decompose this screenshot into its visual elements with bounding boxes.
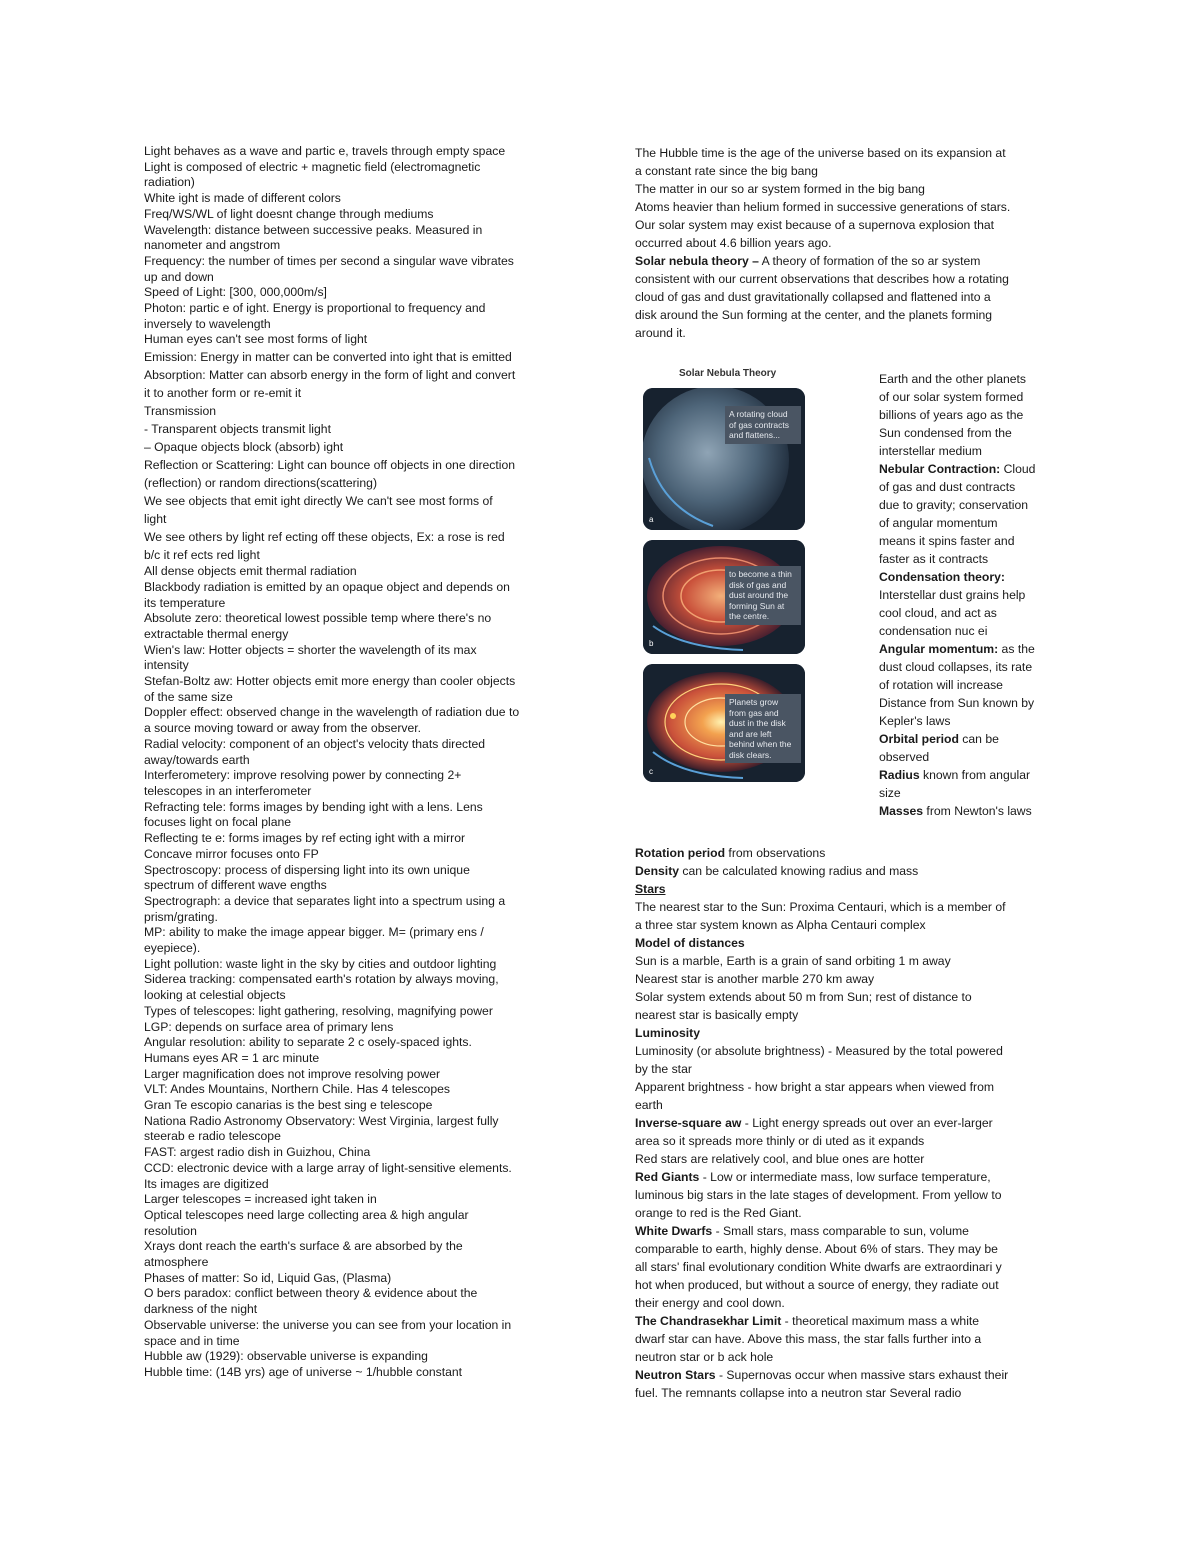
note-line: Refracting tele: forms images by bending ight with a lens. Lens bbox=[144, 799, 483, 814]
note-line: of rotation will increase bbox=[879, 678, 1003, 692]
note-line: extractable thermal energy bbox=[144, 626, 289, 641]
note-line: Our solar system may exist because of a supernova explosion that bbox=[635, 218, 995, 232]
note-line: size bbox=[879, 786, 901, 800]
solar-nebula-figure-section bbox=[635, 368, 1060, 844]
note-line: (reflection) or random directions(scattering) bbox=[144, 476, 378, 491]
note-line: Nearest star is another marble 270 km away bbox=[635, 972, 875, 986]
note-line: billions of years ago as the bbox=[879, 408, 1024, 422]
note-line: luminous big stars in the late stages of development. From yellow to bbox=[635, 1188, 1002, 1202]
note-line: earth bbox=[635, 1098, 663, 1112]
note-line: intensity bbox=[144, 658, 189, 673]
note-line: Hubble time: (14B yrs) age of universe ~ 1/hubble constant bbox=[144, 1365, 463, 1379]
panel-a-caption: A rotating cloud of gas contracts and flattens... bbox=[725, 406, 801, 444]
note-line: We see objects that emit ight directly We can't see most forms of bbox=[144, 494, 493, 509]
note-line: up and down bbox=[144, 269, 214, 284]
note-line: Absorption: Matter can absorb energy in the form of light and convert bbox=[144, 368, 516, 383]
note-line: Speed of Light: [300, 000,000m/s] bbox=[144, 285, 327, 300]
note-line: – Opaque objects block (absorb) ight bbox=[144, 440, 344, 455]
note-line: Larger magnification does not improve resolving power bbox=[144, 1066, 441, 1081]
right-notes-column bbox=[635, 144, 1060, 1402]
note-line: Sun is a marble, Earth is a grain of sand orbiting 1 m away bbox=[635, 954, 951, 968]
solar-nebula-definition-line: around it. bbox=[635, 326, 686, 340]
model-of-distances-heading: Model of distances bbox=[635, 936, 745, 950]
note-line: VLT: Andes Mountains, Northern Chile. Has 4 telescopes bbox=[144, 1082, 450, 1097]
note-line: their energy and cool down. bbox=[635, 1296, 785, 1310]
figure-panel-b bbox=[643, 540, 805, 654]
note-line: Sun condensed from the bbox=[879, 426, 1012, 440]
note-line: We see others by light ref ecting off these objects, Ex: a rose is red bbox=[144, 530, 505, 545]
note-line: The Hubble time is the age of the universe based on its expansion at bbox=[635, 146, 1006, 160]
figure-panel-c bbox=[643, 664, 805, 782]
note-line: hot when produced, but without a source of energy, they radiate out bbox=[635, 1278, 999, 1292]
note-line: Wavelength: distance between successive peaks. Measured in bbox=[144, 222, 483, 237]
note-line: b/c it ref ects red light bbox=[144, 548, 260, 563]
note-line: Earth and the other planets bbox=[879, 372, 1027, 386]
note-line: Luminosity (or absolute brightness) - Measured by the total powered bbox=[635, 1044, 1003, 1058]
note-line: dust cloud collapses, its rate bbox=[879, 660, 1033, 674]
note-line: focuses light on focal plane bbox=[144, 815, 292, 830]
note-line: - Transparent objects transmit light bbox=[144, 422, 331, 437]
note-line: nearest star is basically empty bbox=[635, 1008, 799, 1022]
note-line: by the star bbox=[635, 1062, 692, 1076]
note-line: Blackbody radiation is emitted by an opaque object and depends on bbox=[144, 579, 510, 594]
note-line: The matter in our so ar system formed in the big bang bbox=[635, 182, 925, 196]
solar-nebula-definition-line: consistent with our current observations that describes how a rotating bbox=[635, 272, 1009, 286]
note-line: Radial velocity: component of an object's velocity thats directed bbox=[144, 736, 486, 751]
note-line: Red stars are relatively cool, and blue ones are hotter bbox=[635, 1152, 925, 1166]
left-notes-column bbox=[144, 144, 569, 1381]
note-line: Emission: Energy in matter can be converted into ight that is emitted bbox=[144, 350, 512, 365]
note-line: MP: ability to make the image appear bigger. M= (primary ens / bbox=[144, 925, 484, 940]
panel-a-label: a bbox=[649, 515, 654, 524]
note-line: Reflecting te e: forms images by ref ecting ight with a mirror bbox=[144, 831, 466, 846]
note-line: dwarf star can have. Above this mass, the star falls further into a bbox=[635, 1332, 982, 1346]
density-note: Density can be calculated knowing radius and mass bbox=[635, 864, 919, 878]
note-line: fuel. The remnants collapse into a neutron star Several radio bbox=[635, 1386, 962, 1400]
note-line: Stefan-Boltz aw: Hotter objects emit more energy than cooler objects bbox=[144, 674, 516, 689]
note-line: Hubble aw (1929): observable universe is expanding bbox=[144, 1349, 428, 1364]
note-line: a constant rate since the big bang bbox=[635, 164, 818, 178]
note-line: radiation) bbox=[144, 175, 195, 190]
figure-side-notes bbox=[879, 370, 1059, 820]
note-line: condensation nuc ei bbox=[879, 624, 988, 638]
note-line: its temperature bbox=[144, 595, 226, 610]
note-line: Humans eyes AR = 1 arc minute bbox=[144, 1050, 320, 1065]
note-line: spectrum of different wave engths bbox=[144, 878, 327, 893]
note-line: light bbox=[144, 512, 167, 527]
note-line: CCD: electronic device with a large array of light-sensitive elements. bbox=[144, 1160, 512, 1175]
panel-b-caption: to become a thin disk of gas and dust around the forming Sun at the centre. bbox=[725, 566, 801, 625]
note-line: Optical telescopes need large collecting area & high angular bbox=[144, 1207, 469, 1222]
note-line: atmosphere bbox=[144, 1255, 209, 1270]
note-line: all stars' final evolutionary condition White dwarfs are extraordinari y bbox=[635, 1260, 1002, 1274]
solar-nebula-definition-line: cloud of gas and dust gravitationally collapsed and flattened into a bbox=[635, 290, 991, 304]
note-line: a three star system known as Alpha Centauri complex bbox=[635, 918, 926, 932]
note-line: faster as it contracts bbox=[879, 552, 989, 566]
note-line: darkness of the night bbox=[144, 1302, 258, 1317]
figure-panel-a bbox=[643, 388, 805, 530]
note-line: of angular momentum bbox=[879, 516, 998, 530]
hubble-notes bbox=[635, 144, 1060, 252]
note-line: away/towards earth bbox=[144, 752, 250, 767]
note-line: neutron star or b ack hole bbox=[635, 1350, 774, 1364]
note-line: of the same size bbox=[144, 689, 233, 704]
note-line: Absolute zero: theoretical lowest possible temp where there's no bbox=[144, 611, 492, 626]
note-line: steerab e radio telescope bbox=[144, 1129, 281, 1144]
note-line: Light is composed of electric + magnetic field (electromagnetic bbox=[144, 159, 481, 174]
note-line: of our solar system formed bbox=[879, 390, 1024, 404]
condensation-theory-note: Condensation theory: bbox=[879, 570, 1005, 584]
white-dwarfs-note: White Dwarfs - Small stars, mass comparable to sun, volume bbox=[635, 1224, 969, 1238]
masses-note: Masses from Newton's laws bbox=[879, 804, 1032, 818]
note-line: eyepiece). bbox=[144, 941, 201, 956]
note-line: Spectrograph: a device that separates light into a spectrum using a bbox=[144, 893, 506, 908]
note-line: Solar system extends about 50 m from Sun; rest of distance to bbox=[635, 990, 972, 1004]
note-line: nanometer and angstrom bbox=[144, 238, 281, 253]
note-line: Freq/WS/WL of light doesnt change through mediums bbox=[144, 206, 434, 221]
note-line: telescopes in an interferometer bbox=[144, 783, 312, 798]
note-line: FAST: argest radio dish in Guizhou, China bbox=[144, 1145, 371, 1160]
note-line: The nearest star to the Sun: Proxima Centauri, which is a member of bbox=[635, 900, 1006, 914]
nebular-contraction-note: Nebular Contraction: Cloud bbox=[879, 462, 1036, 476]
note-line: Concave mirror focuses onto FP bbox=[144, 846, 319, 861]
note-line: cool cloud, and act as bbox=[879, 606, 997, 620]
note-line: Photon: partic e of ight. Energy is proportional to frequency and bbox=[144, 301, 486, 316]
note-line: Interstellar dust grains help bbox=[879, 588, 1026, 602]
luminosity-heading: Luminosity bbox=[635, 1026, 701, 1040]
angular-momentum-note: Angular momentum: as the bbox=[879, 642, 1035, 656]
note-line: Types of telescopes: light gathering, resolving, magnifying power bbox=[144, 1003, 493, 1018]
note-line: looking at celestial objects bbox=[144, 988, 286, 1003]
note-line: space and in time bbox=[144, 1333, 240, 1348]
note-line: orange to red is the Red Giant. bbox=[635, 1206, 802, 1220]
note-line: Frequency: the number of times per second a singular wave vibrates bbox=[144, 253, 514, 268]
solar-nebula-definition: Solar nebula theory – A theory of formation of the so ar system bbox=[635, 254, 981, 268]
panel-b-label: b bbox=[649, 639, 654, 648]
note-line: Spectroscopy: process of dispersing light into its own unique bbox=[144, 862, 470, 877]
note-line: Transmission bbox=[144, 404, 217, 419]
radius-note: Radius known from angular bbox=[879, 768, 1031, 782]
note-line: Human eyes can't see most forms of light bbox=[144, 332, 368, 347]
note-line: comparable to earth, highly dense. About 6% of stars. They may be bbox=[635, 1242, 998, 1256]
note-line: prism/grating. bbox=[144, 909, 218, 924]
note-line: occurred about 4.6 billion years ago. bbox=[635, 236, 832, 250]
note-line: Apparent brightness - how bright a star appears when viewed from bbox=[635, 1080, 995, 1094]
red-giants-note: Red Giants - Low or intermediate mass, low surface temperature, bbox=[635, 1170, 991, 1184]
note-line: Atoms heavier than helium formed in successive generations of stars. bbox=[635, 200, 1011, 214]
note-line: All dense objects emit thermal radiation bbox=[144, 564, 357, 579]
note-line: Wien's law: Hotter objects = shorter the wavelength of its max bbox=[144, 642, 477, 657]
note-line: Doppler effect: observed change in the wavelength of radiation due to bbox=[144, 705, 520, 720]
note-line: area so it spreads more thinly or di uted as it expands bbox=[635, 1134, 925, 1148]
note-line: it to another form or re-emit it bbox=[144, 386, 302, 401]
note-line: Its images are digitized bbox=[144, 1176, 269, 1191]
note-line: O bers paradox: conflict between theory & evidence about the bbox=[144, 1286, 478, 1301]
note-line: White ight is made of different colors bbox=[144, 191, 341, 206]
orbital-period-note: Orbital period can be bbox=[879, 732, 999, 746]
note-line: Interferometery: improve resolving power by connecting 2+ bbox=[144, 768, 462, 783]
note-line: Light pollution: waste light in the sky by cities and outdoor lighting bbox=[144, 956, 497, 971]
chandrasekhar-limit-note: The Chandrasekhar Limit - theoretical maximum mass a white bbox=[635, 1314, 980, 1328]
note-line: Distance from Sun known by bbox=[879, 696, 1035, 710]
note-line: means it spins faster and bbox=[879, 534, 1015, 548]
note-line: a source moving toward or away from the observer. bbox=[144, 721, 422, 736]
note-line: Observable universe: the universe you can see from your location in bbox=[144, 1317, 512, 1332]
note-line: LGP: depends on surface area of primary lens bbox=[144, 1019, 394, 1034]
neutron-stars-note: Neutron Stars - Supernovas occur when massive stars exhaust their bbox=[635, 1368, 1009, 1382]
rotation-period-note: Rotation period from observations bbox=[635, 846, 826, 860]
note-line: interstellar medium bbox=[879, 444, 982, 458]
note-line: due to gravity; conservation bbox=[879, 498, 1029, 512]
note-line: Phases of matter: So id, Liquid Gas, (Plasma) bbox=[144, 1270, 392, 1285]
note-line: Larger telescopes = increased ight taken in bbox=[144, 1192, 377, 1207]
note-line: Xrays dont reach the earth's surface & are absorbed by the bbox=[144, 1239, 463, 1254]
note-line: Siderea tracking: compensated earth's rotation by always moving, bbox=[144, 972, 499, 987]
note-line: Gran Te escopio canarias is the best sing e telescope bbox=[144, 1098, 433, 1113]
note-line: Angular resolution: ability to separate 2 c osely-spaced ights. bbox=[144, 1035, 472, 1050]
stars-heading: Stars bbox=[635, 882, 666, 896]
note-line: Nationa Radio Astronomy Observatory: West Virginia, largest fully bbox=[144, 1113, 499, 1128]
note-line: Reflection or Scattering: Light can bounce off objects in one direction bbox=[144, 458, 516, 473]
panel-c-label: c bbox=[649, 767, 653, 776]
note-line: resolution bbox=[144, 1223, 197, 1238]
inverse-square-note: Inverse-square aw - Light energy spreads out over an ever-larger bbox=[635, 1116, 993, 1130]
note-line: Kepler's laws bbox=[879, 714, 951, 728]
panel-c-caption: Planets grow from gas and dust in the disk and are left behind when the disk clears. bbox=[725, 694, 801, 763]
note-line: Light behaves as a wave and partic e, travels through empty space bbox=[144, 144, 506, 158]
note-line: inversely to wavelength bbox=[144, 316, 271, 331]
note-line: observed bbox=[879, 750, 930, 764]
solar-nebula-definition-line: disk around the Sun forming at the center, and the planets forming bbox=[635, 308, 993, 322]
figure-title: Solar Nebula Theory bbox=[679, 368, 777, 379]
note-line: of gas and dust contracts bbox=[879, 480, 1016, 494]
